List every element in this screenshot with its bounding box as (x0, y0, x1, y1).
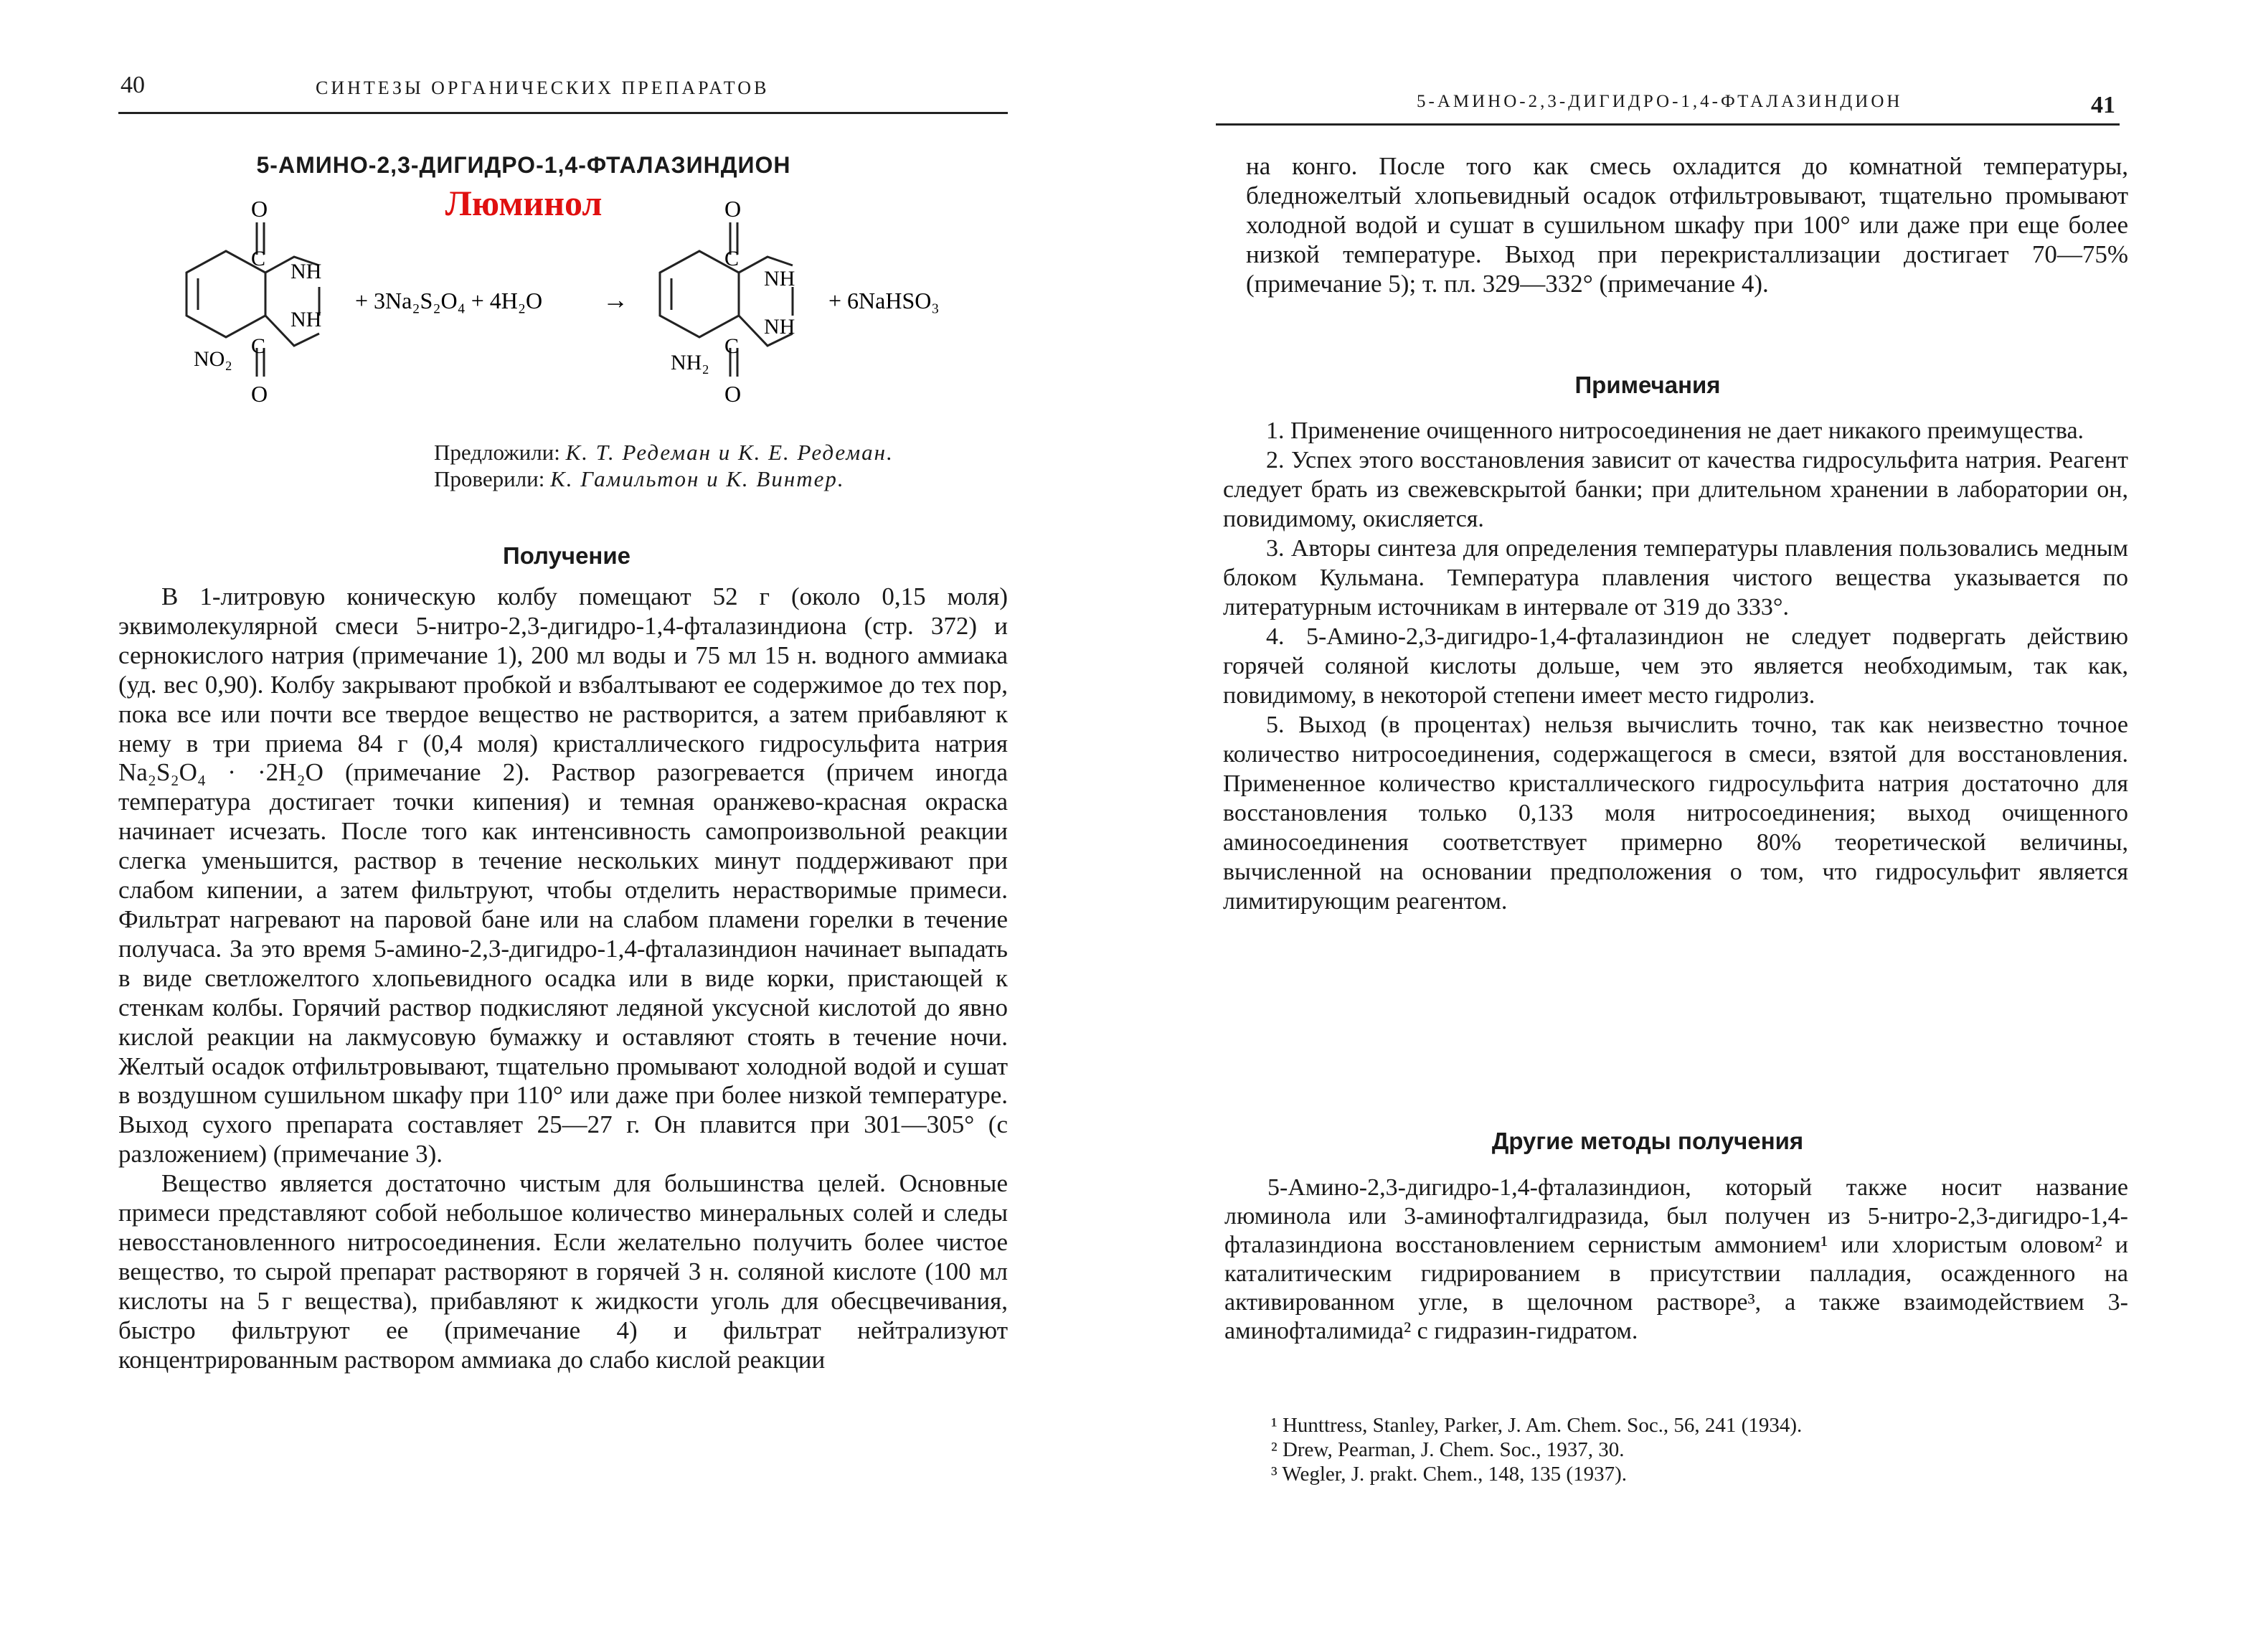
other-methods-heading: Другие методы получения (1491, 1128, 1804, 1154)
note-item: 4. 5-Амино-2,3-дигидро-1,4-фталазиндион не следует подвергать действию горячей соляной кислоты дольше, чем это является необходимым, так как, повидимому, в некоторой степени имеет место гидролиз. (1223, 623, 2128, 709)
footnote: ² Drew, Pearman, J. Chem. Soc., 1937, 30. (1271, 1438, 1625, 1461)
paragraph: Вещество является достаточно чистым для большинства целей. Основные примеси представляют собой небольшое количество минеральных солей и следы невосстановленного нитросоединения. Если желательно получить более чистое вещество, то сырой препарат растворяют в горячей 3 н. соляной кислоте (100 мл кислоты на 5 г вещества), прибавляют к жидкости уголь для обесцвечивания, быстро фильтруют ее (примечание 4) и фильтрат нейтрализуют концентрированным раствором аммиака до слабо кислой реакции (118, 1169, 1008, 1374)
note-item: 3. Авторы синтеза для определения температуры плавления пользовались медным блоком Кульмана. Температура плавления чистого вещества указывается по литературным источникам в интервале от 319 до 333°. (1223, 535, 2128, 620)
reactant-c-top: C (251, 247, 266, 270)
compound-title: 5-АМИНО-2,3-ДИГИДРО-1,4-ФТАЛАЗИНДИОН (256, 152, 791, 178)
other-methods-text (1224, 1174, 2128, 1346)
other-methods-paragraph: 5-Амино-2,3-дигидро-1,4-фталазиндион, который также носит название люминола или 3-аминофталгидразида, был получен из 5-нитро-2,3-дигидро-1,4-фталазиндиона восстановлением сернистым аммонием¹ или хлористым оловом² и каталитическим гидрированием в присутствии палладия, осажденного на активированном угле, в щелочном растворе³, а также взаимодействием 3-аминофталимида² с гидразин-гидратом. (1224, 1174, 2128, 1344)
product-nh-top: NH (764, 267, 795, 291)
right-page (1124, 0, 2248, 1652)
checked-label: Проверили: (434, 466, 545, 491)
product-c-top: C (724, 247, 740, 270)
proposed-line (434, 439, 1022, 466)
reactant-nh-top: NH (291, 260, 322, 283)
header-rule (1216, 123, 2120, 126)
product-o-top: O (724, 196, 742, 222)
note-item: 1. Применение очищенного нитросоединения не дает никакого преимущества. (1266, 417, 2084, 444)
continuation-text (1246, 152, 2128, 299)
page-number: 40 (121, 72, 145, 98)
notes-list (1223, 416, 2128, 916)
product-c-bottom: C (724, 334, 740, 358)
main-text (118, 582, 1008, 1374)
section-heading: Получение (502, 542, 631, 569)
header-rule (118, 112, 1008, 114)
running-header: СИНТЕЗЫ ОРГАНИЧЕСКИХ ПРЕПАРАТОВ (316, 77, 770, 98)
amine-group-label: NH₂ (671, 351, 709, 374)
credits-block (434, 439, 1022, 492)
common-name: Люминол (445, 183, 603, 223)
nitro-group-label: NO₂ (194, 347, 232, 371)
proposed-names: К. Т. Редеман и К. Е. Редеман. (565, 440, 894, 465)
checked-line (434, 466, 1022, 492)
reaction-arrow: → (603, 285, 628, 314)
reagent-text: + 3Na₂S₂O₄ + 4H₂O (355, 288, 543, 313)
reactant-c-bottom: C (251, 334, 266, 358)
notes-heading: Примечания (1574, 372, 1721, 398)
reactant-o-bottom: O (251, 381, 268, 407)
reaction-scheme (172, 194, 1011, 416)
proposed-label: Предложили: (434, 440, 560, 465)
note-item: 5. Выход (в процентах) нельзя вычислить точно, так как неизвестно точное количество нитросоединения, содержащегося в смеси, взятой для восстановления. Примененное количество кристаллического гидросульфита натрия достаточно для восстановления только 0,133 моля нитросоединения; выход очищенного аминосоединения соответствует примерно 80% теоретической величины, вычисленной на основании предположения о том, что гидросульфит является лимитирующим реагентом. (1223, 712, 2128, 915)
checked-names: К. Гамильтон и К. Винтер. (550, 466, 845, 491)
reactant-o-top: O (251, 196, 268, 222)
paragraph: В 1-литровую коническую колбу помещают 52 г (около 0,15 моля) эквимолекулярной смеси 5-нитро-2,3-дигидро-1,4-фталазиндиона (стр. 372) и сернокислого натрия (примечание 1), 200 мл воды и 75 мл 15 н. водного аммиака (уд. вес 0,90). Колбу закрывают пробкой и взбалтывают ее содержимое до тех пор, пока все или почти все твердое вещество не растворится, а затем прибавляют к нему в три приема 84 г (0,4 моля) кристаллического гидросульфита натрия Na₂S₂O₄ · ·2H₂O (примечание 2). Раствор разогревается (причем иногда температура достигает точки кипения) и темная оранжево-красная окраска начинает исчезать. После того как интенсивность самопроизвольной реакции слегка уменьшится, раствор в течение нескольких минут поддерживают при слабом кипении, а затем фильтруют, чтобы отделить нерастворимые примеси. Фильтрат нагревают на паровой бане или на слабом пламени горелки в течение получаса. За это время 5-амино-2,3-дигидро-1,4-фталазиндион начинает выпадать в виде светложелтого хлопьевидного осадка или в виде корки, пристающей к стенкам колбы. Горячий раствор подкисляют ледяной уксусной кислотой до явно кислой реакции на лакмусовую бумажку и оставляют стоять в течение ночи. Желтый осадок отфильтровывают, тщательно промывают холодной водой и сушат в воздушном сушильном шкафу при 110° или даже при более низкой температуре. Выход сухого препарата составляет 25—27 г. Он плавится при 301—305° (с разложением) (примечание 3). (118, 582, 1008, 1169)
reactant-nh-bottom: NH (291, 308, 322, 331)
product-nh-bottom: NH (764, 315, 795, 339)
footnotes (1271, 1413, 2132, 1486)
footnote: ¹ Hunttress, Stanley, Parker, J. Am. Chem. Soc., 56, 241 (1934). (1271, 1414, 1803, 1437)
page-number: 41 (2091, 92, 2115, 118)
product-o-bottom: O (724, 381, 742, 407)
byproduct-text: + 6NaHSO₃ (828, 288, 940, 313)
note-item: 2. Успех этого восстановления зависит от качества гидросульфита натрия. Реагент следует брать из свежевскрытой банки; при длительном хранении в лаборатории он, повидимому, окисляется. (1223, 447, 2128, 532)
continuation-paragraph: на конго. После того как смесь охладится до комнатной температуры, бледножелтый хлопьевидный осадок отфильтровывают, тщательно промывают холодной водой и сушат в сушильном шкафу при 100° или даже при еще более низкой температуре. Выход при перекристаллизации достигает 70—75% (примечание 5); т. пл. 329—332° (примечание 4). (1246, 152, 2128, 298)
running-header: 5-АМИНО-2,3-ДИГИДРО-1,4-ФТАЛАЗИНДИОН (1417, 92, 1903, 111)
footnote: ³ Wegler, J. prakt. Chem., 148, 135 (1937). (1271, 1463, 1627, 1486)
